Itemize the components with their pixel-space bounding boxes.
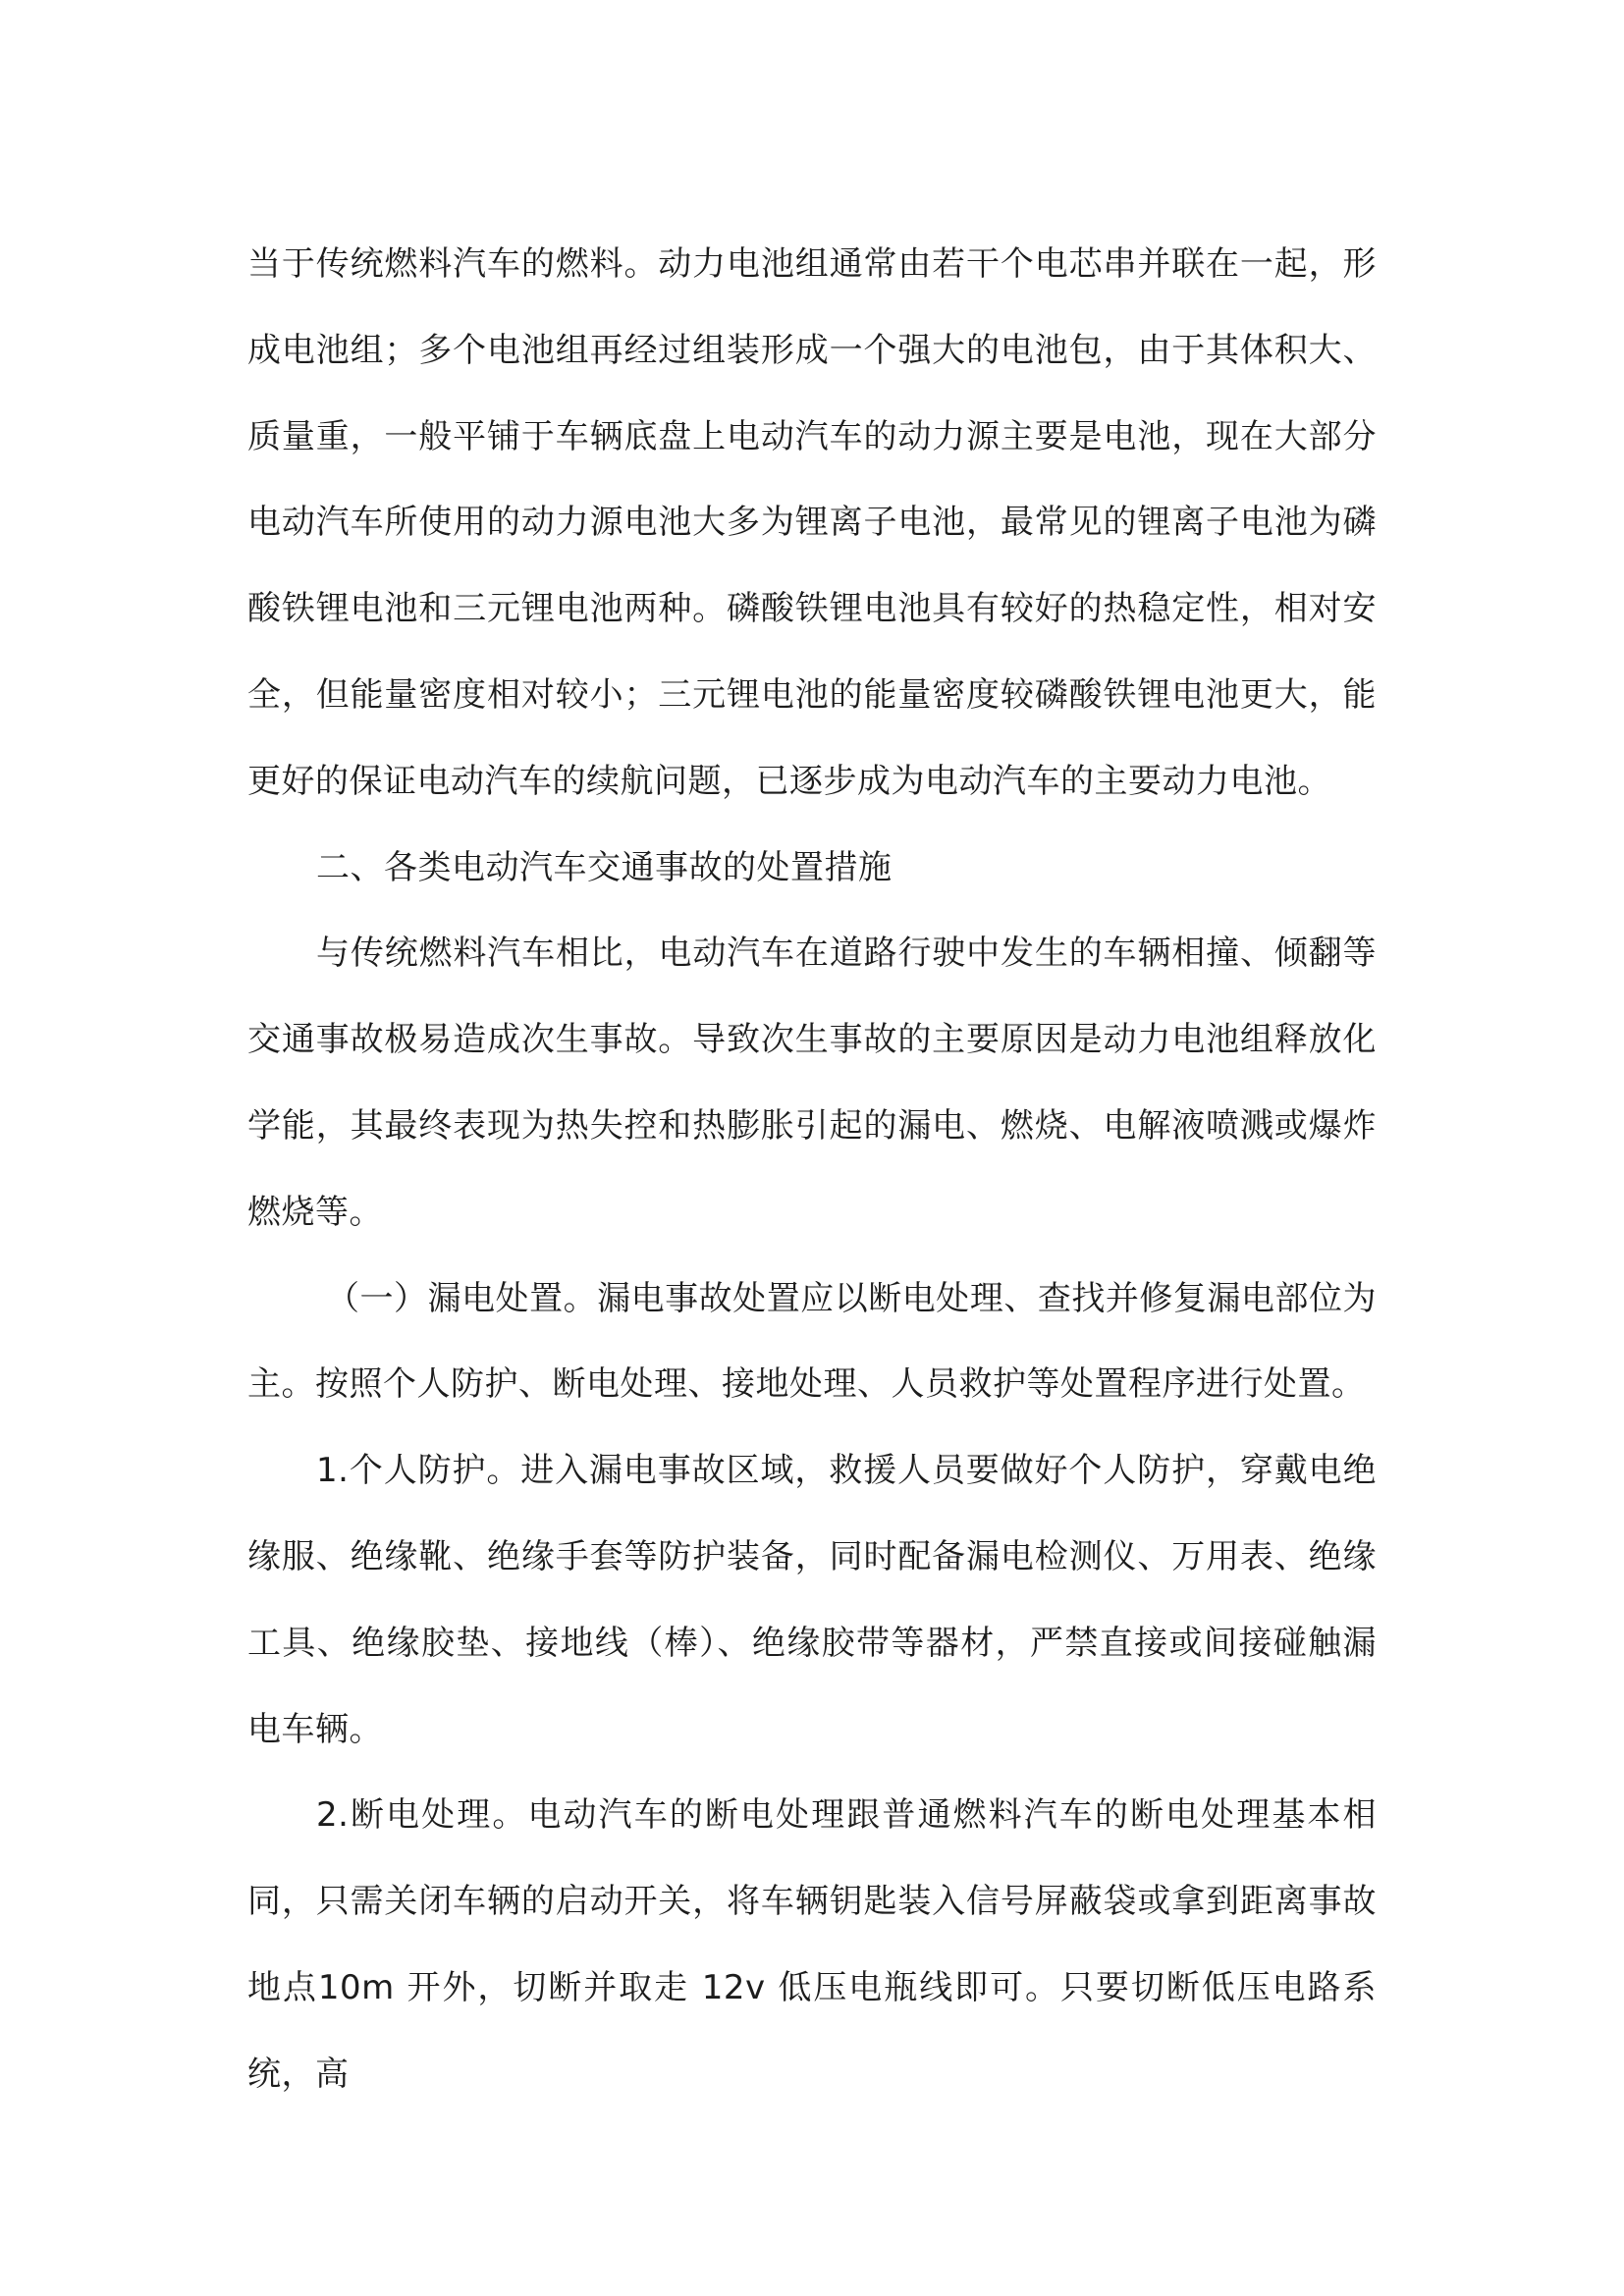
document-body [247,222,1377,2118]
section-heading-2: 二、各类电动汽车交通事故的处置措施 [316,847,893,887]
paragraph-battery-overview: 当于传统燃料汽车的燃料。动力电池组通常由若干个电芯串并联在一起，形成电池组；多个电池组再经过组装形成一个强大的电池包，由于其体积大、质量重，一般平铺于车辆底盘上电动汽车的动力源主要是电池，现在大部分电动汽车所使用的动力源电池大多为锂离子电池，最常见的锂离子电池为磷酸铁锂电池和三元锂电池两种。磷酸铁锂电池具有较好的热稳定性，相对安全，但能量密度相对较小；三元锂电池的能量密度较磷酸铁锂电池更大，能更好的保证电动汽车的续航问题，已逐步成为电动汽车的主要动力电池。 [247,244,1377,801]
paragraph-power-off: 2.断电处理。电动汽车的断电处理跟普通燃料汽车的断电处理基本相同，只需关闭车辆的启动开关，将车辆钥匙装入信号屏蔽袋或拿到距离事故地点10m 开外，切断并取走 12v 低压电瓶线即可。只要切断低压电路系统，高 [247,1795,1377,2094]
paragraph-personal-protection: 1.个人防护。进入漏电事故区域，救援人员要做好个人防护，穿戴电绝缘服、绝缘靴、绝缘手套等防护装备，同时配备漏电检测仪、万用表、绝缘工具、绝缘胶垫、接地线（棒）、绝缘胶带等器材，严禁直接或间接碰触漏电车辆。 [247,1451,1377,1749]
paragraph-secondary-accidents: 与传统燃料汽车相比，电动汽车在道路行驶中发生的车辆相撞、倾翻等交通事故极易造成次生事故。导致次生事故的主要原因是动力电池组释放化学能，其最终表现为热失控和热膨胀引起的漏电、燃烧、电解液喷溅或爆炸燃烧等。 [247,934,1377,1232]
paragraph-leakage-handling: （一）漏电处置。漏电事故处置应以断电处理、查找并修复漏电部位为主。按照个人防护、断电处理、接地处理、人员救护等处置程序进行处置。 [247,1278,1377,1405]
